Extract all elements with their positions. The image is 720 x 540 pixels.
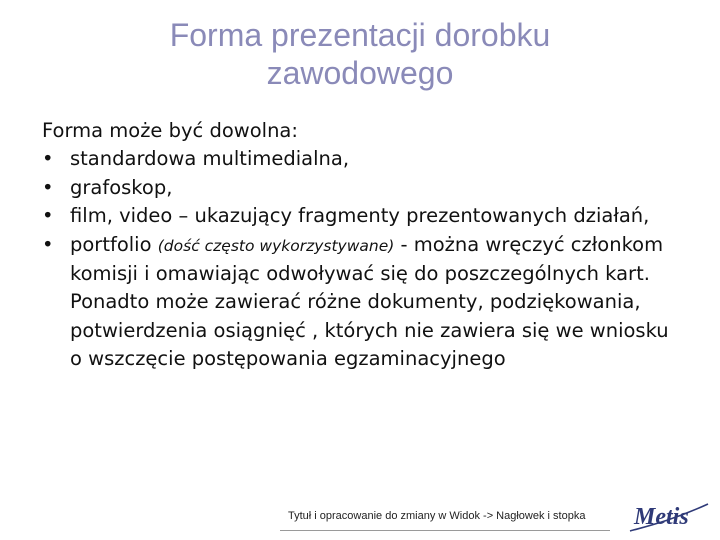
bullet-item-grafoskop [42, 174, 682, 202]
bullet-item-portfolio [42, 231, 682, 374]
metis-logo [628, 500, 710, 534]
footer-text: Tytuł i opracowanie do zmiany w Widok -> Nagłowek i stopka [288, 510, 586, 522]
slide-title-line-2: zawodowego [266, 55, 454, 91]
bullet-text: film, video – ukazujący fragmenty prezentowanych działań, [70, 204, 650, 228]
slide-body [42, 117, 682, 374]
bullet-text: standardowa multimedialna, [70, 147, 350, 171]
bullet-aside-note: (dość często wykorzystywane) [157, 236, 395, 255]
bullet-dot: • [42, 175, 54, 199]
bullet-list [42, 145, 682, 373]
bullet-dot: • [42, 204, 54, 228]
slide-title [60, 16, 660, 92]
bullet-dot: • [42, 147, 54, 171]
logo-wordmark: Metis [634, 504, 689, 530]
bullet-dot: • [42, 232, 54, 256]
bullet-item-multimedia [42, 145, 682, 173]
intro-text: Forma może być dowolna: [42, 119, 298, 142]
bullet-item-film [42, 202, 682, 230]
bullet-text: portfolio [70, 232, 152, 256]
footer-divider [280, 530, 610, 531]
slide-title-line-1: Forma prezentacji dorobku [169, 17, 551, 53]
bullet-text-continued: - można wręczyć członkom komisji i omawiając odwoływać się do poszczególnych kart. Ponadto może zawierać różne dokumenty, podziękowania, potwierdzenia osiągnięć , których nie zawiera się we wniosku o wszczęcie postępowania egzaminacyjnego [70, 232, 669, 371]
bullet-text: grafoskop, [70, 175, 173, 199]
